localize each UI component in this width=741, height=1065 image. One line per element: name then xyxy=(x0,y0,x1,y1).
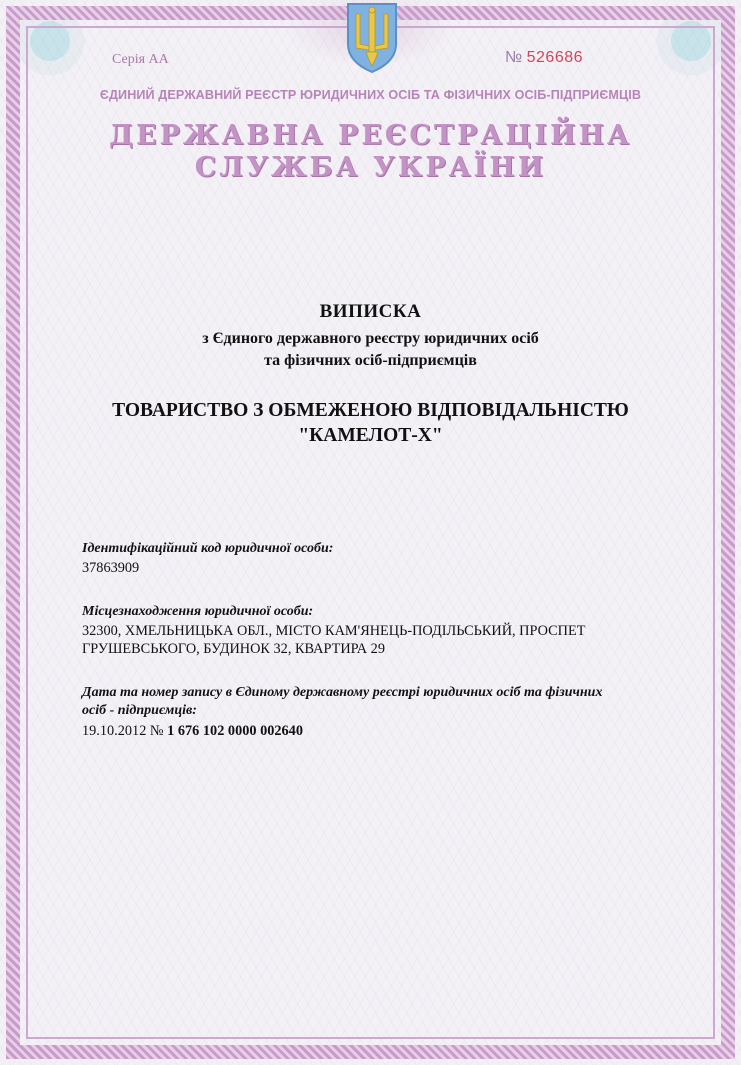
registration-value xyxy=(82,723,303,740)
trident-icon xyxy=(340,0,404,74)
registry-name: ЄДИНИЙ ДЕРЖАВНИЙ РЕЄСТР ЮРИДИЧНИХ ОСІБ ТА ФІЗИЧНИХ ОСІБ-ПІДПРИЄМЦІВ xyxy=(99,88,642,102)
location-label: Місцезнаходження юридичної особи: xyxy=(82,604,314,619)
registration-record-number: 1 676 102 0000 002640 xyxy=(167,723,303,739)
id-code-label: Ідентифікаційний код юридичної особи: xyxy=(82,541,334,556)
document-subtitle-line1: з Єдиного державного реєстру юридичних осіб xyxy=(202,330,539,347)
form-number xyxy=(505,49,583,67)
document-title: ВИПИСКА xyxy=(319,301,422,322)
company-name-line2: "КАМЕЛОТ-Х" xyxy=(298,425,443,446)
registration-date: 19.10.2012 xyxy=(82,723,147,739)
location-value-line2: ГРУШЕВСЬКОГО, БУДИНОК 32, КВАРТИРА 29 xyxy=(82,641,385,657)
registration-number-prefix: № xyxy=(149,723,164,739)
form-number-value: 526686 xyxy=(526,49,584,66)
number-prefix: № xyxy=(505,49,523,66)
company-name-line1: ТОВАРИСТВО З ОБМЕЖЕНОЮ ВІДПОВІДАЛЬНІСТЮ xyxy=(112,400,629,421)
id-code-value: 37863909 xyxy=(82,560,140,576)
registration-label-line1: Дата та номер запису в Єдиному державному реєстрі юридичних осіб та фізичних xyxy=(82,685,603,700)
service-title-line2: СЛУЖБА УКРАЇНИ xyxy=(194,152,547,183)
series-label: Серія АА xyxy=(112,52,169,67)
document-subtitle-line2: та фізичних осіб-підприємців xyxy=(264,352,477,369)
registration-label-line2: осіб - підприємців: xyxy=(82,703,197,718)
location-value-line1: 32300, ХМЕЛЬНИЦЬКА ОБЛ., МІСТО КАМ'ЯНЕЦЬ-ПОДІЛЬСЬКИЙ, ПРОСПЕТ xyxy=(82,623,586,639)
service-title-line1: ДЕРЖАВНА РЕЄСТРАЦІЙНА xyxy=(109,120,632,151)
